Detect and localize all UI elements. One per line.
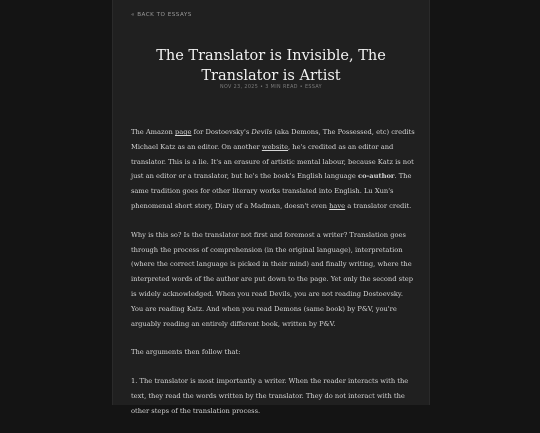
paragraph-1 <box>131 125 415 214</box>
paragraph-4: 1. The translator is most importantly a writer. When the reader interacts with the text, they read the words written by the translator. They do not interact with the other steps of the translation process. <box>131 377 409 415</box>
co-author-emphasis: co-author <box>358 172 395 181</box>
amazon-page-link[interactable]: page <box>175 128 192 136</box>
text-run: for Dostoevsky's <box>191 128 252 136</box>
book-title-devils: Devils <box>251 128 273 136</box>
article-meta: NOV 23, 2025 • 3 MIN READ • ESSAY <box>219 85 323 90</box>
article-card <box>112 0 430 415</box>
text-run: The Amazon <box>131 128 175 136</box>
website-link[interactable]: website <box>261 142 289 151</box>
text-run: , he's credited as an editor and translator. This is a lie. It's an erasure of artistic mental labour, because Katz is not just an editor or a translator, but he's the book's English language <box>131 142 414 181</box>
text-run: (aka Demons, The Possessed, etc) credits Michael Katz as an editor. On another <box>131 128 415 151</box>
article-title: The Translator is Invisible, The Translator is Artist <box>156 47 386 84</box>
paragraph-2: Why is this so? Is the translator not first and foremost a writer? Translation goes through the process of comprehension (in the original language), interpretation (where the correct language is picked in their mind) and finally writing, where the interpreted words of the author are put down to the page. Yet only the second step is widely acknowledged. When you read Devils, you are not reading Dostoevsky. You are reading Katz. And when you read Demons (same book) by P&V, you're arguably reading an entirely different book, written by P&V. <box>131 230 414 328</box>
text-run: . The same tradition goes for other literary works translated into English. Lu Xun's phenomenal short story, Diary of a Madman, doesn't even <box>131 172 412 210</box>
text-run: a translator credit. <box>345 201 412 210</box>
have-link[interactable]: have <box>329 201 346 210</box>
article-body <box>131 125 415 433</box>
paragraph-3: The arguments then follow that: <box>131 348 241 357</box>
back-to-essays-link[interactable]: « BACK TO ESSAYS <box>131 12 192 18</box>
